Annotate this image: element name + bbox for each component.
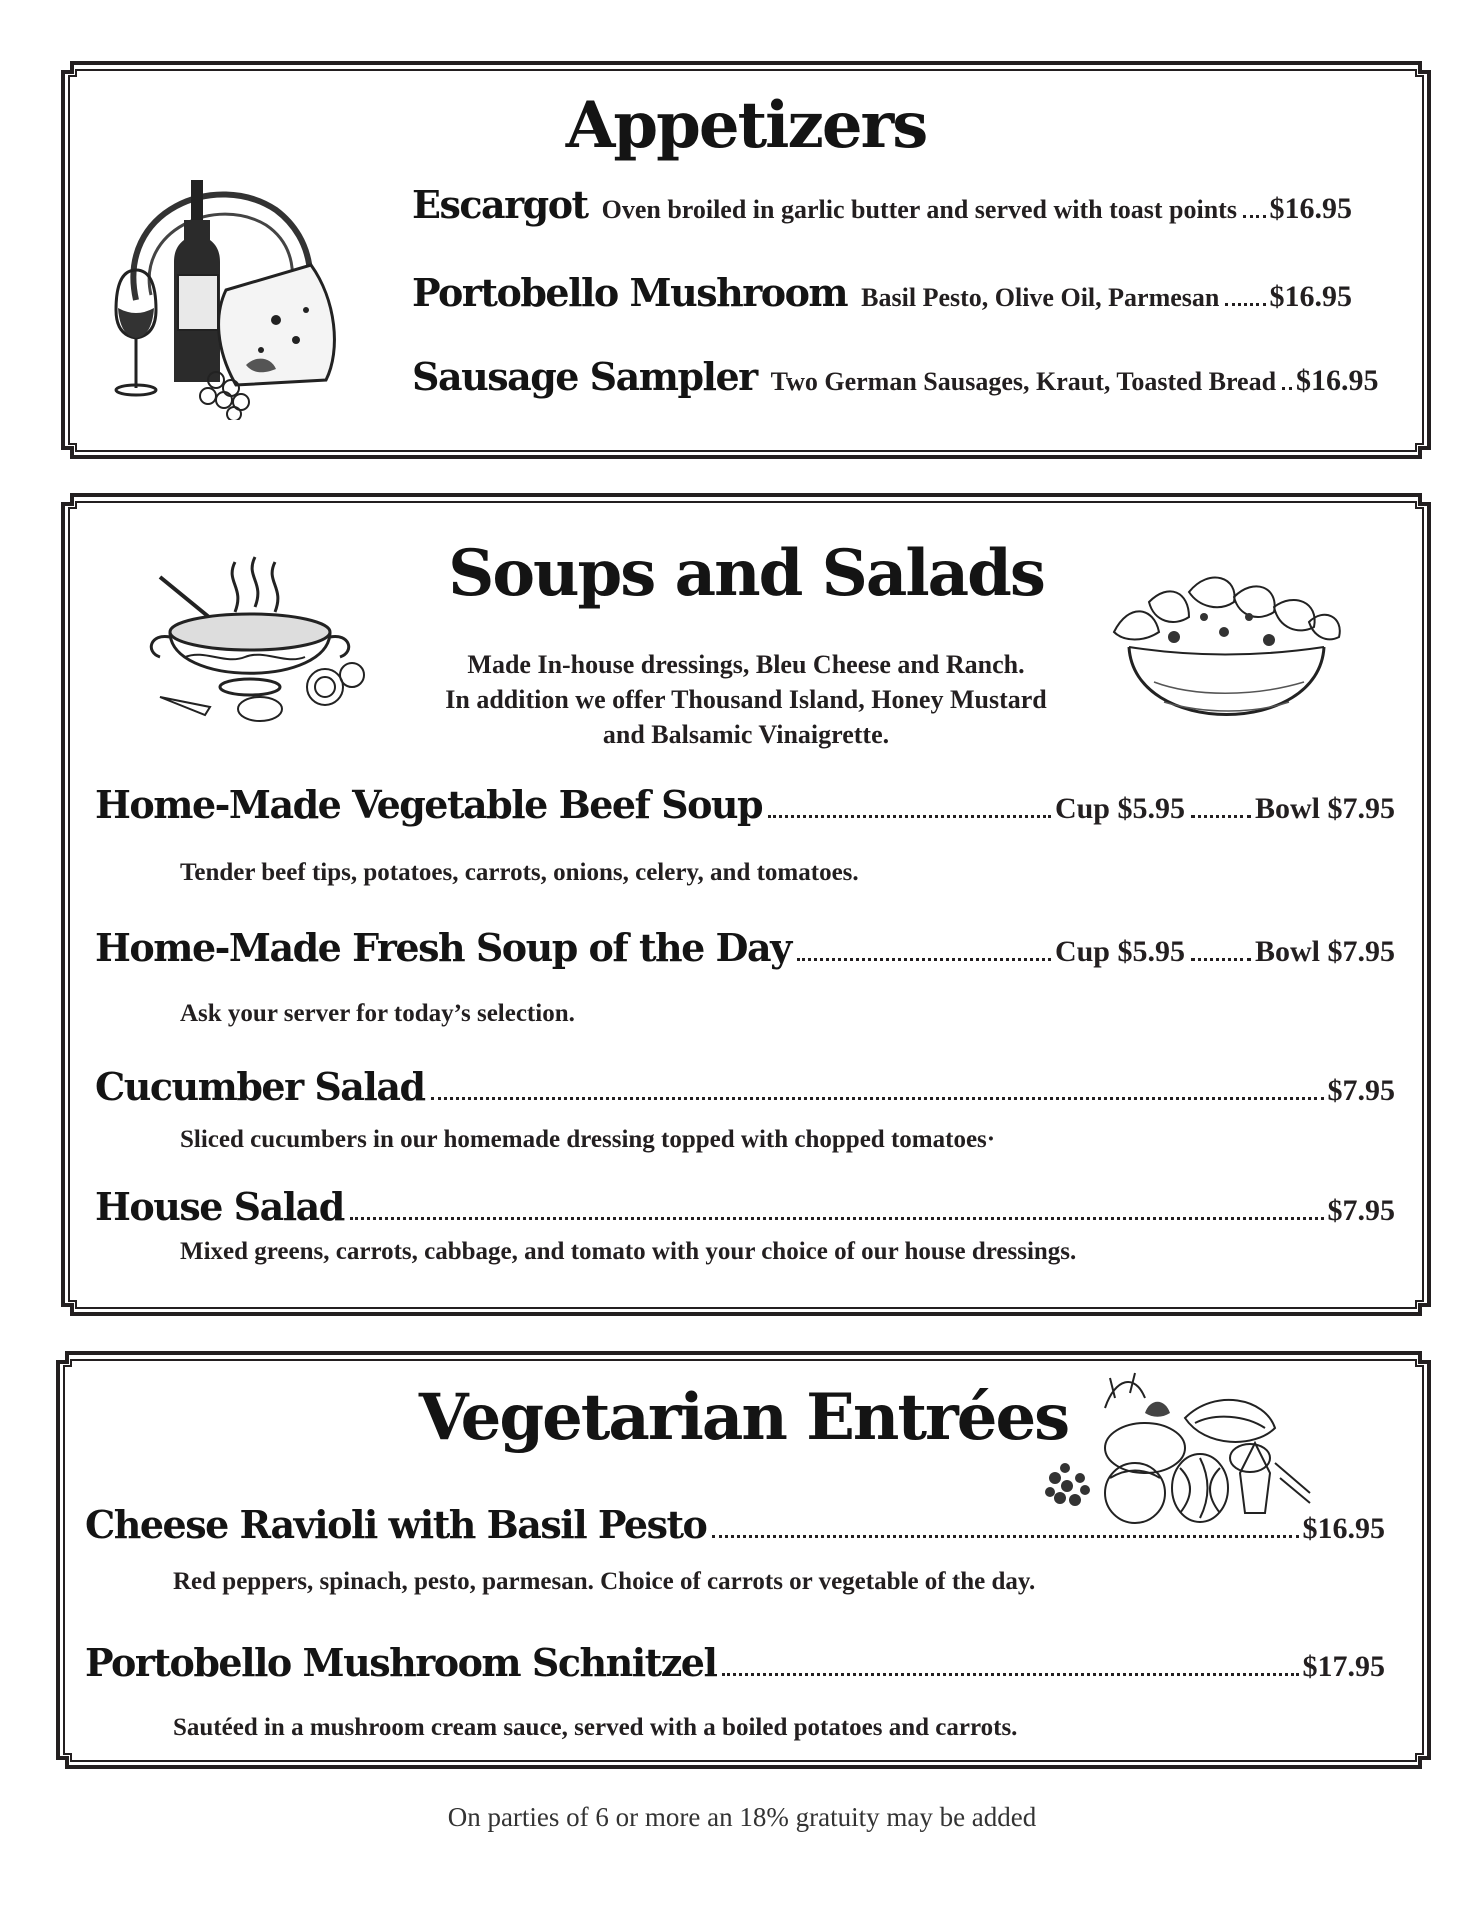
item-description: Tender beef tips, potatoes, carrots, onions, celery, and tomatoes. [180,859,859,886]
menu-item-house-salad [95,1184,1395,1229]
item-price: $7.95 [1327,1074,1395,1107]
item-name: House Salad [95,1184,344,1229]
menu-item-portobello-schnitzel [85,1640,1385,1685]
vegetarian-entrees-section [55,1350,1432,1770]
leader-dots [1191,958,1251,961]
dressings-note [360,647,1132,752]
leader-dots [1243,215,1266,218]
leader-dots [712,1535,1298,1538]
leader-dots [768,815,1051,818]
soups-and-salads-section [60,492,1432,1317]
item-price: $16.95 [1269,192,1352,225]
menu-item-cheese-ravioli [85,1502,1385,1547]
leader-dots [350,1217,1324,1220]
item-name: Home-Made Fresh Soup of the Day [95,925,791,970]
item-price: $16.95 [1302,1512,1385,1545]
menu-item-soup-of-the-day [95,925,1395,970]
menu-item-escargot [412,182,1352,227]
note-line: Made In-house dressings, Bleu Cheese and Ranch. [467,650,1025,679]
item-description: Sautéed in a mushroom cream sauce, served with a boiled potatoes and carrots. [173,1714,1018,1741]
item-description: Ask your server for today’s selection. [180,1000,575,1027]
leader-dots [431,1097,1324,1100]
item-price: $16.95 [1269,280,1352,313]
appetizers-section [60,60,1432,460]
leader-dots [1191,815,1251,818]
cup-price: Cup $5.95 [1054,792,1185,825]
bowl-price: Bowl $7.95 [1254,792,1395,825]
cup-price: Cup $5.95 [1054,935,1185,968]
item-name: Escargot [412,182,588,227]
note-line: In addition we offer Thousand Island, Honey Mustard [445,685,1047,714]
menu-item-cucumber-salad [95,1064,1395,1109]
leader-dots [797,958,1051,961]
section-title: Soups and Salads [448,536,1044,611]
gratuity-note: On parties of 6 or more an 18% gratuity may be added [447,1802,1037,1832]
item-name: Cucumber Salad [95,1064,425,1109]
leader-dots [1225,303,1265,306]
salad-bowl-illustration [1094,562,1354,732]
item-price: $17.95 [1302,1650,1385,1683]
item-description: Sliced cucumbers in our homemade dressing topped with chopped tomatoes· [180,1126,996,1153]
item-price: $16.95 [1296,364,1379,397]
item-name: Portobello Mushroom [412,270,848,315]
leader-dots [1282,387,1292,390]
section-title: Vegetarian Entrées [418,1380,1069,1455]
item-description: Two German Sausages, Kraut, Toasted Bread [770,367,1277,396]
section-title: Appetizers [565,88,927,163]
item-description: Basil Pesto, Olive Oil, Parmesan [861,283,1220,312]
wine-and-cheese-illustration [96,150,356,420]
item-name: Home-Made Vegetable Beef Soup [95,782,763,827]
item-name: Cheese Ravioli with Basil Pesto [85,1502,707,1547]
item-name: Sausage Sampler [412,354,757,399]
leader-dots [722,1673,1298,1676]
item-description: Oven broiled in garlic butter and served with toast points [601,195,1237,224]
menu-item-vegetable-beef-soup [95,782,1395,827]
menu-item-portobello-mushroom [412,270,1352,315]
note-line: and Balsamic Vinaigrette. [602,720,890,749]
menu-item-sausage-sampler [412,354,1379,399]
item-description: Red peppers, spinach, pesto, parmesan. Choice of carrots or vegetable of the day. [173,1568,1036,1595]
item-description: Mixed greens, carrots, cabbage, and tomato with your choice of our house dressings. [180,1238,1077,1265]
item-name: Portobello Mushroom Schnitzel [85,1640,717,1685]
item-price: $7.95 [1327,1194,1395,1227]
soup-tureen-illustration [140,547,370,727]
bowl-price: Bowl $7.95 [1254,935,1395,968]
